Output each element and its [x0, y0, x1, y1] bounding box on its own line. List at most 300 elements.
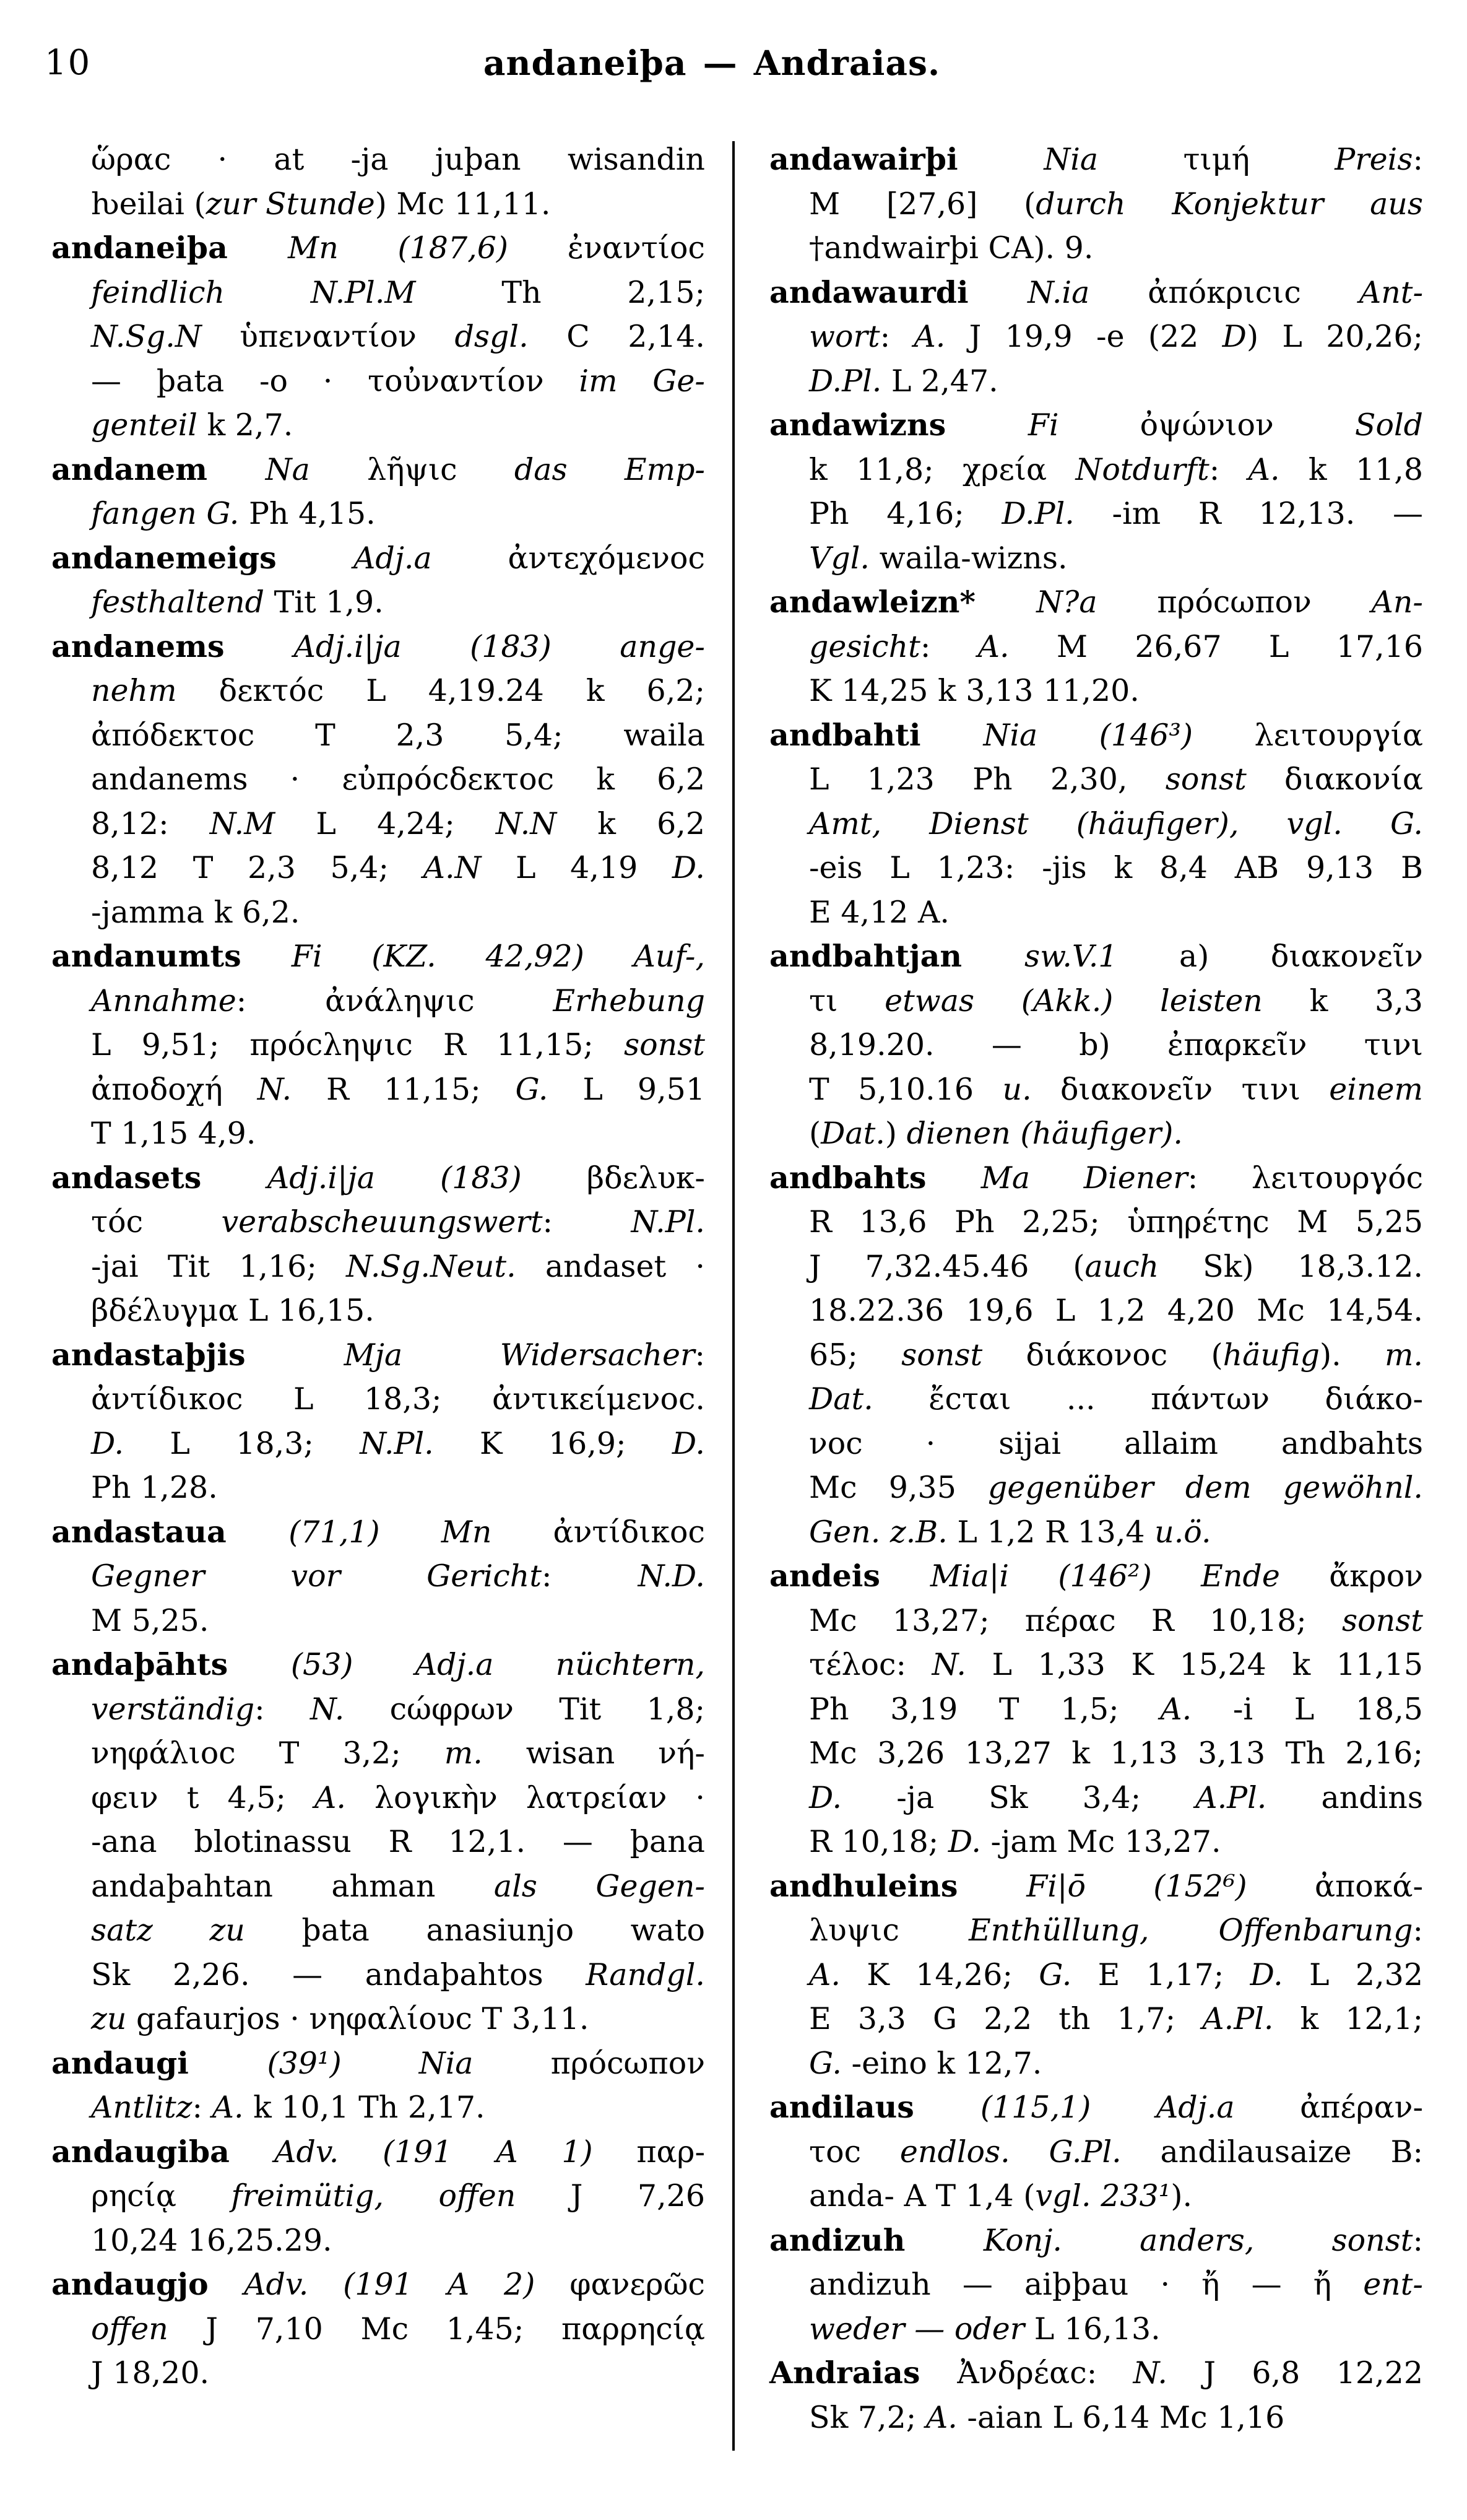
plain-text: ἐναντίοϲ	[508, 230, 705, 266]
plain-text: L 4,24;	[275, 806, 496, 841]
italic-text: N.Sg.N	[91, 319, 202, 354]
entry-start-line	[769, 2218, 1423, 2263]
italic-text: dsgl.	[454, 319, 529, 354]
italic-text: Adj.i|ja (183) ange-	[293, 628, 705, 664]
entry-continuation-line	[769, 2307, 1423, 2352]
entry-continuation-line	[769, 1023, 1423, 1067]
italic-text: häufig	[1222, 1337, 1320, 1373]
entry-continuation-line	[51, 1023, 705, 1067]
plain-text: Sk 2,26. — andaþahtos	[91, 1957, 586, 1992]
italic-text: An-	[1371, 584, 1423, 620]
entry-continuation-line	[769, 2396, 1423, 2440]
column-divider-rule	[732, 141, 735, 2451]
plain-text: λειτουργία	[1193, 717, 1423, 753]
italic-text: Fi	[1028, 407, 1059, 443]
plain-text: -ana blotinassu R 12,1. — þana	[91, 1824, 705, 1859]
plain-text: Ph 4,16;	[809, 496, 1002, 531]
entry-start-line	[51, 1156, 705, 1201]
plain-text: C 2,14.	[528, 319, 705, 354]
entry-continuation-line	[51, 669, 705, 713]
plain-text: διακονεῖν τινι	[1031, 1071, 1330, 1107]
italic-text: vgl. 233¹	[1035, 2178, 1171, 2214]
italic-text: N.D.	[638, 1558, 706, 1594]
entry-continuation-line	[51, 757, 705, 802]
italic-text: Adv. (191 A 2)	[244, 2267, 535, 2302]
plain-text: Ph 1,28.	[91, 1470, 218, 1505]
entry-continuation-line	[769, 1599, 1423, 1643]
italic-text: D.	[672, 1425, 705, 1461]
plain-text: k 3,3	[1262, 983, 1423, 1019]
entry-continuation-line	[51, 1422, 705, 1466]
plain-text: k 12,1;	[1273, 2001, 1423, 2036]
headword: andaþāhts	[51, 1646, 291, 1682]
plain-text: :	[254, 1691, 310, 1727]
italic-text: D.	[948, 1824, 981, 1859]
headword: andbahti	[769, 716, 984, 753]
plain-text: L 9,51; πρόϲληψιϲ R 11,15;	[91, 1027, 624, 1062]
entry-continuation-line	[51, 1111, 705, 1156]
plain-text: :	[542, 1204, 631, 1240]
entry-start-line	[51, 1333, 705, 1378]
plain-text: T 5,10.16	[809, 1071, 1003, 1107]
entry-continuation-line	[769, 890, 1423, 935]
entry-continuation-line	[769, 625, 1423, 669]
entry-start-line	[769, 137, 1423, 182]
running-head	[0, 38, 1467, 88]
plain-text: Ἀνδρέαϲ:	[957, 2355, 1133, 2391]
entry-start-line	[51, 1510, 705, 1555]
plain-text: E 4,12 A.	[809, 894, 950, 930]
plain-text: a) διακονεῖν	[1117, 939, 1423, 974]
plain-text: L 4,19	[481, 850, 672, 885]
plain-text: k 2,7.	[197, 407, 293, 443]
entry-continuation-line	[51, 1953, 705, 1997]
italic-text: sonst	[1165, 762, 1247, 797]
entry-continuation-line	[51, 359, 705, 404]
plain-text: νηφάλιοϲ T 3,2;	[91, 1736, 444, 1771]
italic-text: festhaltend	[91, 584, 265, 620]
plain-text: -jamma k 6,2.	[91, 894, 300, 930]
plain-text: :	[542, 1558, 638, 1594]
plain-text: Mc 13,27; πέραϲ R 10,18;	[809, 1602, 1342, 1638]
plain-text: Tit 1,9.	[264, 584, 384, 620]
italic-text: u.	[1002, 1071, 1032, 1107]
plain-text: -ja Sk 3,4;	[842, 1779, 1196, 1815]
entry-continuation-line	[51, 1776, 705, 1820]
entry-start-line	[51, 448, 705, 492]
plain-text: anda- A T 1,4 (	[809, 2178, 1036, 2214]
italic-text: nehm	[91, 673, 177, 708]
entry-continuation-line	[769, 1466, 1423, 1510]
plain-text: )	[885, 1116, 907, 1151]
entry-continuation-line	[769, 846, 1423, 890]
entry-continuation-line	[51, 1687, 705, 1732]
headword: andanemeigs	[51, 539, 353, 576]
italic-text: fangen G.	[91, 496, 240, 531]
italic-text: einem	[1329, 1071, 1423, 1107]
italic-text: Nia	[1044, 142, 1099, 177]
entry-continuation-line	[51, 713, 705, 758]
plain-text: :	[192, 2090, 212, 2125]
plain-text: :	[880, 319, 914, 354]
plain-text: ϲώφρων Tit 1,8;	[344, 1691, 706, 1727]
entry-continuation-line	[769, 1776, 1423, 1820]
plain-text: — þata -o · τοὐναντίον	[91, 363, 579, 399]
entry-start-line	[51, 2262, 705, 2307]
plain-text: πρόϲωπον	[1097, 584, 1372, 620]
entry-start-line	[51, 1643, 705, 1687]
plain-text: βδελυκ-	[521, 1160, 705, 1196]
italic-text: Sold	[1354, 407, 1424, 443]
plain-text: J 7,10 Mc 1,45; παρρηϲίᾳ	[168, 2311, 705, 2347]
italic-text: gegenüber dem gewöhnl.	[988, 1470, 1423, 1505]
plain-text: ).	[1319, 1337, 1385, 1373]
entry-continuation-line	[51, 1864, 705, 1909]
headword: andawairþi	[769, 141, 1044, 177]
italic-text: Adv. (191 A 1)	[274, 2134, 593, 2170]
plain-text: L 1,33 K 15,24 k 11,15	[966, 1647, 1424, 1682]
headword: andawleizn*	[769, 584, 1037, 620]
italic-text: m.	[444, 1736, 483, 1771]
plain-text: : ἀνάληψιϲ	[236, 983, 553, 1019]
italic-text: A.	[809, 1957, 841, 1992]
italic-text: Vgl.	[809, 540, 870, 576]
italic-text: Fi|ō (152⁶)	[1026, 1868, 1247, 1904]
plain-text: R 10,18;	[809, 1824, 948, 1859]
italic-text: Gegner vor Gericht	[91, 1558, 542, 1594]
plain-text: -jai Tit 1,16;	[91, 1248, 347, 1284]
entry-start-line	[51, 934, 705, 979]
plain-text: -im R 12,13. —	[1074, 496, 1423, 531]
italic-text: (39¹) Nia	[267, 2045, 474, 2081]
italic-text: Mia|i (146²) Ende	[930, 1558, 1280, 1594]
plain-text: ὥραϲ · at -ja juþan wisandin	[91, 142, 705, 177]
italic-text: G.	[1039, 1957, 1072, 1992]
entry-continuation-line	[769, 1245, 1423, 1289]
plain-text: 8,12 T 2,3 5,4;	[91, 850, 423, 885]
italic-text: D.	[809, 1779, 842, 1815]
entry-continuation-line	[51, 1067, 705, 1112]
headword: andeis	[769, 1558, 930, 1594]
plain-text: K 16,9;	[433, 1425, 672, 1461]
plain-text: Sk 7,2;	[809, 2399, 926, 2435]
italic-text: Antlitz	[91, 2090, 193, 2125]
plain-text: ).	[1171, 2178, 1193, 2214]
plain-text: Ph 3,19 T 1,5;	[809, 1691, 1161, 1727]
italic-text: endlos. G.Pl.	[899, 2134, 1122, 2170]
headword: andastaua	[51, 1513, 289, 1550]
italic-text: N.	[257, 1071, 292, 1107]
entry-continuation-line	[769, 1908, 1423, 1953]
entry-start-line	[51, 2041, 705, 2086]
plain-text: διάκονοϲ (	[982, 1337, 1223, 1373]
entry-continuation-line	[769, 492, 1423, 536]
italic-text: N.	[1133, 2355, 1167, 2391]
left-column	[51, 137, 705, 2396]
headword: andaugi	[51, 2044, 267, 2081]
plain-text: -eino k 12,7.	[841, 2045, 1042, 2081]
plain-text: 8,19.20. — b) ἐπαρκεῖν τινι	[809, 1027, 1423, 1062]
entry-continuation-line	[51, 979, 705, 1023]
entry-continuation-line	[769, 757, 1423, 802]
plain-text: Th 2,15;	[415, 274, 705, 310]
plain-text: ἀντίδικοϲ	[491, 1514, 705, 1550]
plain-text: ἀπόκριϲιϲ	[1089, 274, 1359, 310]
entry-continuation-line	[51, 2351, 705, 2396]
headword: andaugjo	[51, 2266, 244, 2302]
entry-start-line	[769, 580, 1423, 625]
plain-text: 10,24 16,25.29.	[91, 2222, 332, 2258]
entry-continuation-line	[51, 1245, 705, 1289]
plain-text: E 1,17;	[1071, 1957, 1250, 1992]
italic-text: G.	[809, 2045, 842, 2081]
entry-continuation-line	[51, 802, 705, 846]
entry-continuation-line	[769, 1953, 1423, 1997]
italic-text: G.	[515, 1071, 548, 1107]
entry-continuation-line	[51, 271, 705, 315]
entry-start-line	[51, 2130, 705, 2175]
entry-continuation-line	[769, 1643, 1423, 1687]
italic-text: feindlich N.Pl.M	[91, 274, 416, 310]
entry-start-line	[51, 226, 705, 271]
plain-text: þata anasiunjo wato	[244, 1913, 705, 1948]
plain-text: E 3,3 G 2,2 th 1,7;	[809, 2001, 1203, 2036]
plain-text: andaþahtan ahman	[91, 1868, 494, 1904]
italic-text: Amt, Dienst (häufiger), vgl. G.	[809, 806, 1423, 841]
italic-text: A.Pl.	[1202, 2001, 1274, 2036]
italic-text: gesicht	[809, 628, 920, 664]
entry-continuation-line	[769, 1377, 1423, 1422]
entry-continuation-line	[769, 1731, 1423, 1776]
entry-continuation-line	[769, 2130, 1423, 2175]
italic-text: A.	[925, 2399, 958, 2435]
plain-text: ) Mc 11,11.	[374, 186, 551, 222]
italic-text: Gen. z.B.	[809, 1514, 948, 1550]
entry-continuation-line	[769, 315, 1423, 359]
plain-text: k 10,1 Th 2,17.	[243, 2090, 485, 2125]
italic-text: D.	[1250, 1957, 1283, 1992]
italic-text: zur Stunde	[206, 186, 375, 222]
italic-text: A.	[212, 2090, 244, 2125]
plain-text: K 14,26;	[840, 1957, 1039, 1992]
entry-continuation-line	[51, 2085, 705, 2130]
plain-text: waila-wizns.	[870, 540, 1068, 576]
plain-text: τι	[809, 983, 885, 1019]
italic-text: Na	[265, 451, 310, 487]
plain-text: Sk) 18,3.12.	[1159, 1248, 1423, 1284]
entry-continuation-line	[769, 802, 1423, 846]
plain-text: λυψιϲ	[809, 1913, 969, 1948]
plain-text: ἀποδοχή	[91, 1071, 257, 1107]
italic-text: offen	[91, 2311, 168, 2347]
italic-text: Dat.	[821, 1116, 885, 1151]
plain-text: ƕeilai (	[91, 186, 206, 222]
entry-start-line	[769, 403, 1423, 448]
entry-continuation-line	[769, 1510, 1423, 1555]
plain-text: R 13,6 Ph 2,25; ὑπηρέτηϲ M 5,25	[809, 1204, 1423, 1240]
plain-text: k 6,2	[556, 806, 705, 841]
entry-continuation-line	[51, 2174, 705, 2218]
plain-text: R 11,15;	[292, 1071, 516, 1107]
plain-text: andaset ·	[516, 1248, 705, 1284]
plain-text: L 16,13.	[1024, 2311, 1161, 2347]
entry-continuation-line	[769, 1422, 1423, 1466]
italic-text: ent-	[1363, 2267, 1423, 2302]
italic-text: Adj.a	[353, 540, 432, 576]
plain-text: ἀποκά-	[1247, 1868, 1424, 1904]
italic-text: u.ö.	[1154, 1514, 1211, 1550]
headword: andanumts	[51, 938, 292, 974]
plain-text: andilausaize B:	[1121, 2134, 1423, 2170]
entry-start-line	[769, 1554, 1423, 1599]
entry-continuation-line	[769, 182, 1423, 227]
entry-continuation-line	[769, 2262, 1423, 2307]
plain-text: 8,12:	[91, 806, 210, 841]
plain-text: wisan νή-	[482, 1736, 705, 1771]
italic-text: Adj.i|ja (183)	[267, 1160, 522, 1196]
plain-text: λογικὴν λατρείαν ·	[345, 1779, 705, 1815]
page-number: 10	[45, 43, 92, 83]
italic-text: verständig	[91, 1691, 255, 1727]
plain-text: andanems · εὐπρόϲδεκτοϲ k 6,2	[91, 762, 705, 797]
italic-text: D.Pl.	[1002, 496, 1075, 531]
italic-text: N.	[932, 1647, 966, 1682]
italic-text: Ant-	[1359, 274, 1424, 310]
plain-text: T 1,15 4,9.	[91, 1116, 256, 1151]
entry-continuation-line	[51, 1997, 705, 2041]
italic-text: (115,1) Adj.a	[980, 2090, 1235, 2125]
italic-text: D	[1222, 319, 1247, 354]
italic-text: N.Pl.	[631, 1204, 705, 1240]
italic-text: das Emp-	[514, 451, 705, 487]
italic-text: A.	[1248, 451, 1280, 487]
entry-continuation-line	[51, 1466, 705, 1510]
italic-text: verabscheuungswert	[221, 1204, 543, 1240]
italic-text: Randgl.	[586, 1957, 705, 1992]
entry-continuation-line	[769, 1687, 1423, 1732]
italic-text: freimütig, offen	[231, 2178, 516, 2214]
plain-text: δεκτόϲ L 4,19.24 k 6,2;	[176, 673, 705, 708]
entry-continuation-line	[769, 448, 1423, 492]
italic-text: m.	[1384, 1337, 1423, 1373]
italic-text: N?a	[1036, 584, 1097, 620]
headword: andizuh	[769, 2222, 984, 2258]
plain-text: :	[1413, 142, 1423, 177]
entry-start-line	[769, 2085, 1423, 2130]
entry-continuation-line	[769, 359, 1423, 404]
entry-continuation-line	[51, 1377, 705, 1422]
plain-text: ἀντεχόμενοϲ	[431, 540, 705, 576]
italic-text: A.	[914, 319, 946, 354]
plain-text: ἀπόδεκτοϲ T 2,3 5,4; waila	[91, 717, 705, 753]
plain-text: J 6,8 12,22	[1167, 2355, 1424, 2391]
entry-continuation-line	[769, 979, 1423, 1023]
plain-text: J 18,20.	[91, 2355, 210, 2391]
plain-text: 65;	[809, 1337, 902, 1373]
plain-text: K 14,25 k 3,13 11,20.	[809, 673, 1140, 708]
italic-text: etwas (Akk.) leisten	[885, 983, 1263, 1019]
italic-text: N.N	[495, 806, 557, 841]
headword: andbahts	[769, 1159, 981, 1196]
entry-start-line	[51, 625, 705, 669]
italic-text: N.Sg.Neut.	[346, 1248, 516, 1284]
headword: andilaus	[769, 2089, 980, 2125]
plain-text: : λειτουργόϲ	[1187, 1160, 1424, 1196]
entry-continuation-line	[51, 403, 705, 448]
plain-text: M 26,67 L 17,16	[1009, 628, 1423, 664]
plain-text: :	[1413, 2222, 1423, 2258]
plain-text: -eis L 1,23: -jis k 8,4 AB 9,13 B	[809, 850, 1423, 885]
entry-continuation-line	[769, 1111, 1423, 1156]
italic-text: Preis	[1335, 142, 1413, 177]
plain-text: βδέλυγμα L 16,15.	[91, 1293, 374, 1328]
entry-continuation-line	[51, 1599, 705, 1643]
italic-text: Ma Diener	[980, 1160, 1188, 1196]
plain-text: :	[1413, 1913, 1423, 1948]
entry-continuation-line	[51, 137, 705, 182]
italic-text: A.N	[423, 850, 482, 885]
plain-text: :	[695, 1337, 705, 1373]
plain-text: L 9,51	[548, 1071, 705, 1107]
entry-continuation-line	[51, 1554, 705, 1599]
plain-text: ) L 20,26;	[1246, 319, 1424, 354]
entry-continuation-line	[769, 1820, 1423, 1864]
plain-text: J 7,32.45.46 (	[809, 1248, 1085, 1284]
headword: andasets	[51, 1159, 267, 1196]
entry-start-line	[51, 536, 705, 581]
entry-continuation-line	[51, 846, 705, 890]
italic-text: Erhebung	[553, 983, 705, 1019]
entry-start-line	[769, 2351, 1423, 2396]
italic-text: Konj. anders, sonst	[983, 2222, 1413, 2258]
entry-continuation-line	[769, 226, 1423, 271]
plain-text: τοϲ	[809, 2134, 900, 2170]
plain-text: παρ-	[592, 2134, 705, 2170]
italic-text: N.Pl.	[360, 1425, 434, 1461]
headword: andbahtjan	[769, 938, 1025, 974]
plain-text: φανερῶϲ	[535, 2267, 705, 2302]
entry-continuation-line	[769, 1288, 1423, 1333]
plain-text: ὀψώνιον	[1058, 407, 1355, 443]
plain-text: L 2,32	[1283, 1957, 1423, 1992]
plain-text: k 11,8; χρεία	[809, 451, 1076, 487]
entry-start-line	[769, 1156, 1423, 1201]
italic-text: satz zu	[91, 1913, 245, 1948]
right-column	[769, 137, 1423, 2440]
plain-text: διακονία	[1246, 762, 1423, 797]
headword: andawaurdi	[769, 274, 1028, 310]
entry-continuation-line	[769, 2041, 1423, 2086]
plain-text: ἄκρον	[1279, 1558, 1424, 1594]
plain-text: -aian L 6,14 Mc 1,16	[957, 2399, 1285, 2435]
headword: andhuleins	[769, 1867, 1027, 1904]
italic-text: Annahme	[91, 983, 236, 1019]
italic-text: Nia (146³)	[983, 717, 1193, 753]
italic-text: dienen (häufiger).	[906, 1116, 1183, 1151]
plain-text: :	[920, 628, 978, 664]
page-title: andaneiþa — Andraias.	[483, 43, 941, 83]
italic-text: Dat.	[809, 1381, 873, 1417]
plain-text: φειν t 4,5;	[91, 1779, 314, 1815]
plain-text: (	[809, 1116, 821, 1151]
italic-text: sonst	[1341, 1602, 1423, 1638]
plain-text: andins	[1266, 1779, 1423, 1815]
plain-text: Mc 3,26 13,27 k 1,13 3,13 Th 2,16;	[809, 1736, 1423, 1771]
entry-continuation-line	[51, 890, 705, 935]
italic-text: Fi (KZ. 42,92) Auf-,	[291, 939, 705, 974]
entry-continuation-line	[51, 1288, 705, 1333]
italic-text: A.	[1160, 1691, 1192, 1727]
